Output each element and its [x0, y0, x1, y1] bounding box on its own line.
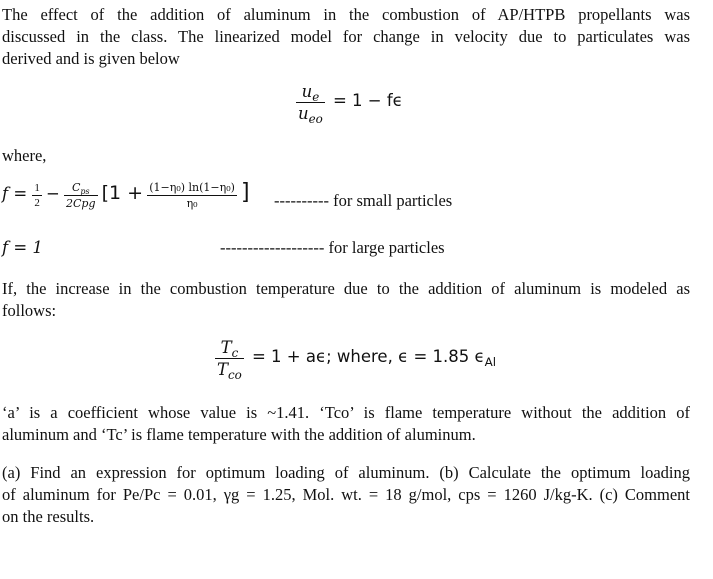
cpg-den: 2Cpg [66, 196, 96, 210]
coefficient-paragraph [2, 402, 690, 446]
question-line-2: of aluminum for Pe/Pc = 0.01, γg = 1.25, Mol. wt. = 18 g/mol, cps = 1260 J/kg-K. (c) Comment [2, 485, 690, 504]
temp-line-1: If, the increase in the combustion temperature due to the addition of aluminum is modeled as [2, 279, 690, 298]
large-particle-label [220, 238, 445, 258]
half-num: 1 [34, 181, 40, 194]
ue-symbol: u [301, 82, 313, 101]
tc-subscript: c [231, 346, 239, 361]
tco-subscript: co [228, 368, 242, 383]
temperature-paragraph [2, 278, 690, 322]
small-dashes: ---------- [274, 191, 329, 210]
cps-subscript: ps [80, 186, 90, 196]
intro-line-2: discussed in the class. The linearized model for change in velocity due to particulates was [2, 27, 690, 46]
half-den: 2 [34, 196, 40, 209]
velocity-equation [296, 82, 403, 127]
small-particle-equation [2, 180, 250, 210]
intro-line-3: derived and is given below [2, 49, 180, 68]
temperature-rhs: = 1 + aϵ; where, ϵ = 1.85 ϵ [251, 347, 485, 367]
intro-paragraph [2, 4, 690, 70]
where-label: where, [2, 146, 47, 165]
eta-fraction [147, 181, 237, 210]
small-minus: − [46, 184, 60, 203]
ue-subscript: e [312, 90, 320, 105]
velocity-rhs: = 1 − fϵ [332, 91, 403, 111]
eta-num: (1−η₀) ln(1−η₀) [149, 180, 235, 194]
small-label: for small particles [333, 191, 453, 210]
small-eq-lhs: f = [2, 184, 33, 203]
epsilon-al-subscript: Al [484, 355, 497, 370]
bracket-close: ] [241, 180, 250, 205]
question-line-3: on the results. [2, 507, 95, 526]
question-line-1: (a) Find an expression for optimum loading of aluminum. (b) Calculate the optimum loading [2, 463, 690, 482]
intro-line-1: The effect of the addition of aluminum in the combustion of AP/HTPB propellants was [2, 5, 690, 24]
cp-fraction [64, 181, 98, 210]
ueo-subscript: eo [308, 112, 323, 127]
cps-symbol: C [71, 180, 81, 194]
question-paragraph [2, 462, 690, 528]
velocity-ratio [296, 82, 325, 127]
temperature-ratio [215, 338, 244, 383]
large-label: for large particles [328, 238, 445, 257]
temperature-equation [215, 338, 497, 383]
half-fraction [32, 182, 42, 209]
coef-line-1: ‘a’ is a coefficient whose value is ~1.41. ‘Tco’ is flame temperature without the addition of [2, 403, 690, 422]
bracket-open: [1 + [101, 182, 144, 204]
ueo-symbol: u [298, 104, 309, 123]
large-dashes: ------------------- [220, 238, 325, 257]
coef-line-2: aluminum and ‘Tc’ is flame temperature with the addition of aluminum. [2, 425, 476, 444]
tc-symbol: T [220, 338, 232, 357]
temp-line-2: follows: [2, 301, 57, 320]
large-eq-lhs: f = 1 [2, 238, 43, 257]
small-particle-label [274, 191, 452, 211]
tco-symbol: T [217, 360, 229, 379]
eta-den: η₀ [186, 196, 198, 210]
